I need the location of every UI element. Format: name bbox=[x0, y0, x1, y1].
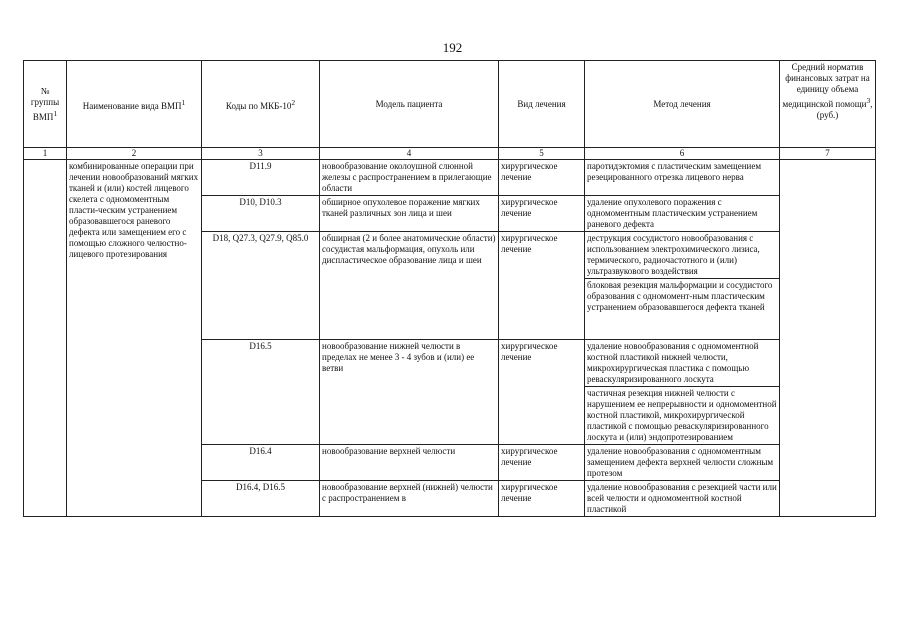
treatment-method-cell: блоковая резекция мальформации и сосудистого образования с одномомент-ным пластическим устранением образовавшегося дефекта тканей bbox=[585, 279, 780, 340]
header-patient-model: Модель пациента bbox=[320, 61, 499, 148]
patient-model-cell: обширное опухолевое поражение мягких тканей различных зон лица и шеи bbox=[320, 196, 499, 232]
treatment-method-cell: паротидэктомия с пластическим замещением резецированного отрезка лицевого нерва bbox=[585, 160, 780, 196]
icd-codes-cell: D16.4 bbox=[202, 445, 320, 481]
treatment-type-cell: хирургическое лечение bbox=[499, 196, 585, 232]
treatment-method-cell: удаление новообразования с одномоментным замещением дефекта верхней челюсти сложным протезом bbox=[585, 445, 780, 481]
treatment-type-cell: хирургическое лечение bbox=[499, 160, 585, 196]
treatment-method-cell: удаление новообразования с резекцией части или всей челюсти и одномоментной костной пластикой bbox=[585, 481, 780, 517]
icd-codes-cell: D16.4, D16.5 bbox=[202, 481, 320, 517]
column-number: 7 bbox=[780, 148, 876, 160]
header-vmp-name: Наименование вида ВМП$^1$ bbox=[67, 61, 202, 148]
icd-codes-cell: D10, D10.3 bbox=[202, 196, 320, 232]
treatment-type-cell: хирургическое лечение bbox=[499, 340, 585, 445]
icd-codes-cell: D18, Q27.3, Q27.9, Q85.0 bbox=[202, 232, 320, 340]
treatment-method-cell: частичная резекция нижней челюсти с нарушением ее непрерывности и одномоментной костной пластикой, микрохирургической пластикой с помощью реваскуляризированного лоскута и (или) эндопротезированием bbox=[585, 387, 780, 445]
table-row bbox=[24, 160, 876, 196]
cost-standard-cell bbox=[780, 160, 876, 517]
treatment-method-cell: деструкция сосудистого новообразования с использованием электрохимического лизиса, термического, радиочастотного и (или) ультразвукового воздействия bbox=[585, 232, 780, 279]
patient-model-cell: обширная (2 и более анатомические области) сосудистая мальформация, опухоль или диспластическое образование лица и шеи bbox=[320, 232, 499, 340]
patient-model-cell: новообразование нижней челюсти в пределах не менее 3 - 4 зубов и (или) ее ветви bbox=[320, 340, 499, 445]
treatment-type-cell: хирургическое лечение bbox=[499, 445, 585, 481]
column-number: 6 bbox=[585, 148, 780, 160]
patient-model-cell: новообразование верхней челюсти bbox=[320, 445, 499, 481]
column-number: 2 bbox=[67, 148, 202, 160]
treatment-method-cell: удаление опухолевого поражения с одномоментным пластическим устранением раневого дефекта bbox=[585, 196, 780, 232]
icd-codes-cell: D16.5 bbox=[202, 340, 320, 445]
vmp-name-cell: комбинированные операции при лечении новообразований мягких тканей и (или) костей лицевого скелета с одномоментным пласти-ческим устранением образовавшегося раневого дефекта или замещением его с помощью сложного челюстно-лицевого протезирования bbox=[67, 160, 202, 517]
column-number: 1 bbox=[24, 148, 67, 160]
column-number: 4 bbox=[320, 148, 499, 160]
vmp-table bbox=[23, 60, 876, 517]
icd-codes-cell: D11.9 bbox=[202, 160, 320, 196]
page-number: 192 bbox=[442, 40, 463, 55]
header-icd-codes: Коды по МКБ-$10^2$ bbox=[202, 61, 320, 148]
header-row bbox=[24, 61, 876, 148]
treatment-method-cell: удаление новообразования с одномоментной костной пластикой нижней челюсти, микрохирургическая пластика с помощью реваскуляризированного лоскута bbox=[585, 340, 780, 387]
patient-model-cell: новообразование околоушной слюнной железы с распространением в прилегающие области bbox=[320, 160, 499, 196]
column-number: 3 bbox=[202, 148, 320, 160]
group-number-cell bbox=[24, 160, 67, 517]
column-number-row bbox=[24, 148, 876, 160]
header-treatment-type: Вид лечения bbox=[499, 61, 585, 148]
column-number: 5 bbox=[499, 148, 585, 160]
header-cost-standard: Средний норматив финансовых затрат на единицу объема медицинской помощи$^3$, (руб.) bbox=[780, 61, 876, 148]
treatment-type-cell: хирургическое лечение bbox=[499, 481, 585, 517]
header-group-number: № группы ВМП$^1$ bbox=[24, 61, 67, 148]
patient-model-cell: новообразование верхней (нижней) челюсти с распространением в bbox=[320, 481, 499, 517]
treatment-type-cell: хирургическое лечение bbox=[499, 232, 585, 340]
header-treatment-method: Метод лечения bbox=[585, 61, 780, 148]
